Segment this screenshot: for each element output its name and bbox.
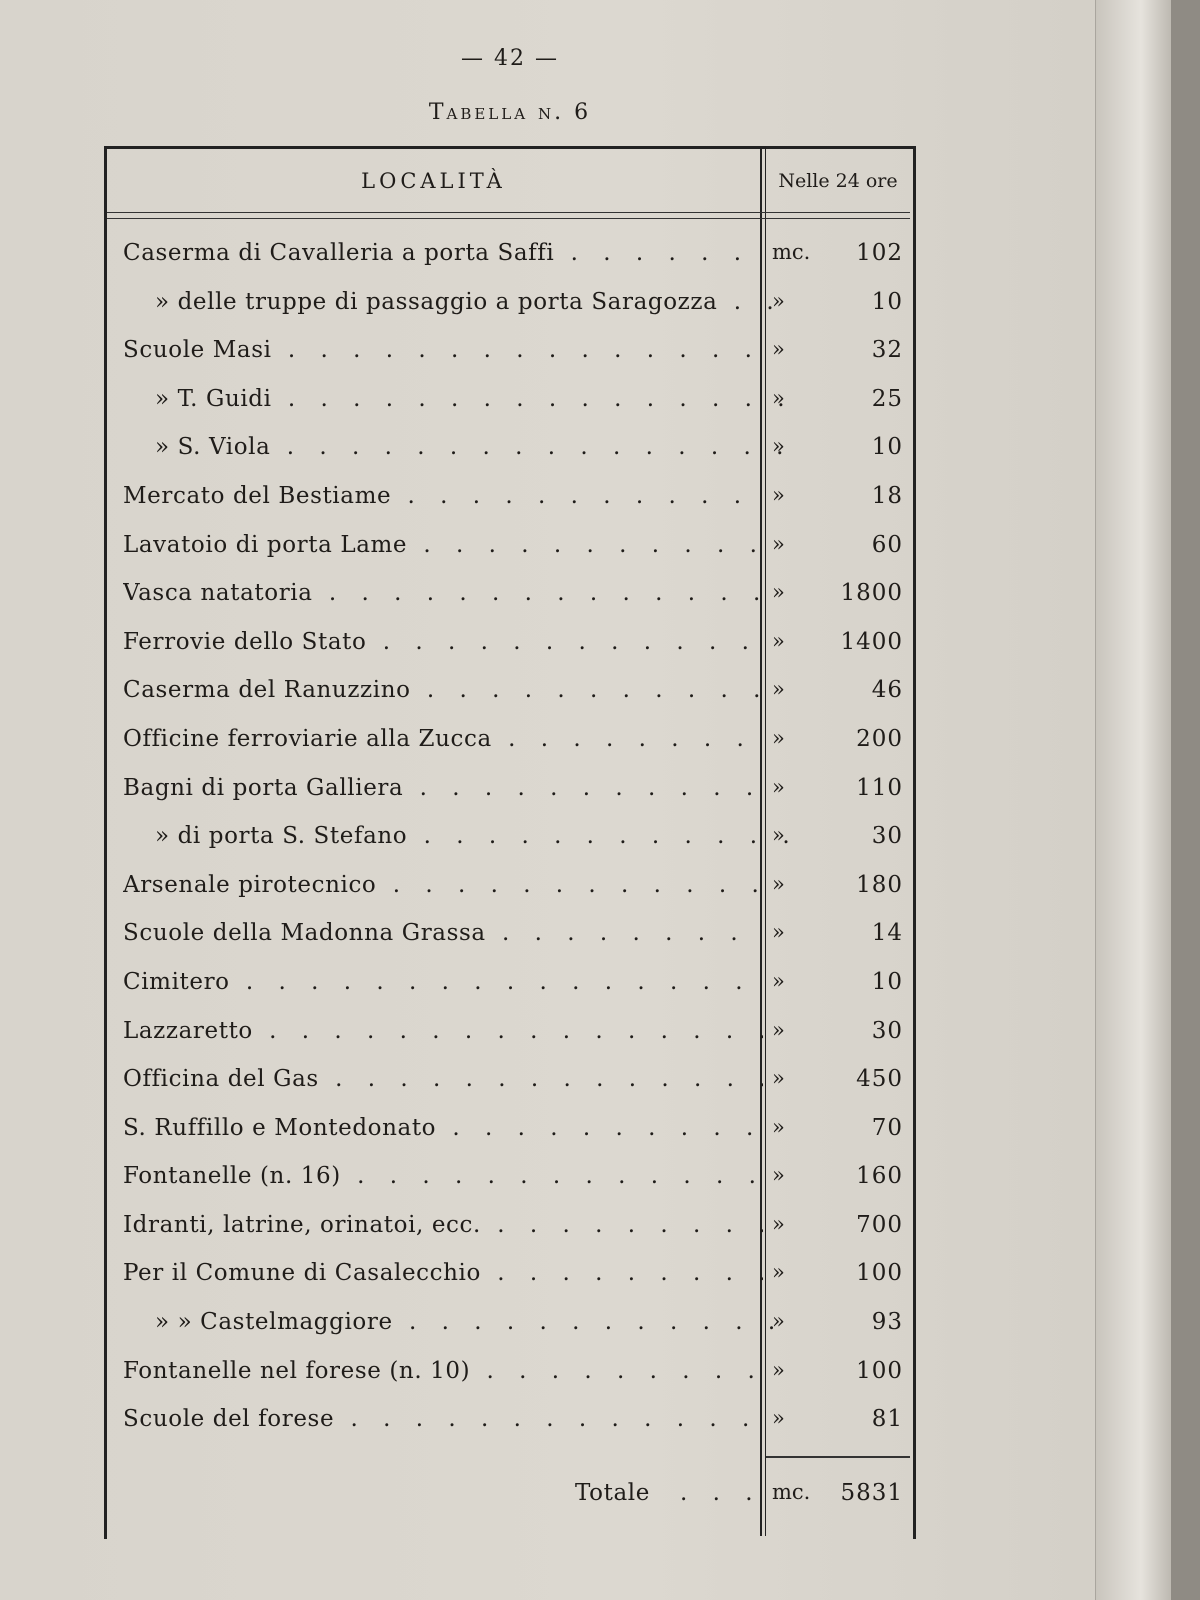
row-unit: »: [772, 1017, 785, 1042]
row-unit: »: [772, 968, 785, 993]
table-row: [107, 967, 910, 1016]
table-row: [107, 432, 910, 481]
row-value: 10: [871, 434, 903, 461]
row-unit: »: [772, 385, 785, 410]
row-unit: »: [772, 1211, 785, 1236]
row-unit: »: [772, 1309, 785, 1334]
row-location: Scuole del forese . . .: [123, 1406, 763, 1432]
table-row: [107, 773, 910, 822]
table-row: [107, 627, 910, 676]
row-location: » S. Viola . . .: [155, 434, 795, 460]
table-row: [107, 481, 910, 530]
table-row: [107, 1404, 910, 1453]
row-value: 180: [856, 871, 903, 898]
row-location: Cimitero . . .: [123, 969, 763, 995]
row-location: Arsenale pirotecnico . . .: [123, 872, 763, 898]
row-value: 1800: [840, 580, 903, 607]
row-unit: »: [772, 823, 785, 848]
table-row: [107, 1016, 910, 1065]
row-location: S. Ruffillo e Montedonato . . .: [123, 1115, 763, 1141]
table-row: [107, 1064, 910, 1113]
row-location: Scuole della Madonna Grassa . . .: [123, 920, 763, 946]
row-location: Bagni di porta Galliera . . .: [123, 775, 763, 801]
row-value: 30: [871, 823, 903, 850]
row-location: Officina del Gas . . .: [123, 1066, 763, 1092]
table-row: [107, 1307, 910, 1356]
row-unit: »: [772, 482, 785, 507]
row-unit: »: [772, 288, 785, 313]
total-rule: [766, 1456, 910, 1458]
row-unit: »: [772, 1406, 785, 1431]
total-dots: . . .: [680, 1480, 762, 1506]
header-location: LOCALITÀ: [361, 169, 506, 193]
row-value: 70: [871, 1114, 903, 1141]
table-row: [107, 675, 910, 724]
row-value: 93: [871, 1309, 903, 1336]
table-row: [107, 578, 910, 627]
row-location: Scuole Masi . . .: [123, 337, 763, 363]
row-location: Per il Comune di Casalecchio . . .: [123, 1260, 763, 1286]
row-unit: »: [772, 337, 785, 362]
row-location: Fontanelle nel forese (n. 10) . . .: [123, 1358, 763, 1384]
row-unit: »: [772, 1114, 785, 1139]
row-location: Caserma del Ranuzzino . . .: [123, 677, 763, 703]
row-location: Lazzaretto . . .: [123, 1018, 763, 1044]
row-unit: »: [772, 1163, 785, 1188]
row-value: 18: [871, 482, 903, 509]
page-number: — 42 —: [461, 46, 559, 71]
row-location: Officine ferroviarie alla Zucca . . .: [123, 726, 763, 752]
row-unit: »: [772, 1260, 785, 1285]
row-unit: »: [772, 434, 785, 459]
row-unit: »: [772, 920, 785, 945]
header-rule: [107, 212, 910, 219]
table-row: [107, 238, 910, 287]
row-unit: »: [772, 1066, 785, 1091]
row-value: 10: [871, 288, 903, 315]
row-unit: »: [772, 871, 785, 896]
row-value: 46: [871, 677, 903, 704]
row-location: Caserma di Cavalleria a porta Saffi . . .: [123, 240, 763, 266]
row-value: 60: [871, 531, 903, 558]
row-value: 32: [871, 337, 903, 364]
table-row: [107, 918, 910, 967]
row-value: 200: [856, 725, 903, 752]
row-location: Idranti, latrine, orinatoi, ecc. . . .: [123, 1212, 763, 1238]
row-location: Ferrovie dello Stato . . .: [123, 629, 763, 655]
row-unit: »: [772, 725, 785, 750]
row-value: 25: [871, 385, 903, 412]
table-row: [107, 1210, 910, 1259]
table-row: [107, 1356, 910, 1405]
row-unit: »: [772, 774, 785, 799]
table-row: [107, 384, 910, 433]
next-page-edge: [1095, 0, 1171, 1600]
table-title: Tabella n. 6: [428, 100, 592, 125]
row-location: Vasca natatoria . . .: [123, 580, 763, 606]
row-location: Fontanelle (n. 16) . . .: [123, 1163, 763, 1189]
row-value: 102: [856, 240, 903, 266]
total-unit: mc.: [772, 1480, 811, 1504]
row-location: » » Castelmaggiore . . .: [155, 1309, 795, 1335]
row-value: 100: [856, 1357, 903, 1384]
total-label: Totale: [575, 1480, 650, 1506]
row-location: » T. Guidi . . .: [155, 386, 795, 412]
table-row: [107, 821, 910, 870]
table-row: [107, 335, 910, 384]
row-value: 100: [856, 1260, 903, 1287]
row-unit: »: [772, 628, 785, 653]
row-value: 160: [856, 1163, 903, 1190]
table-row: [107, 724, 910, 773]
table-row: [107, 870, 910, 919]
row-unit: »: [772, 580, 785, 605]
row-unit: »: [772, 531, 785, 556]
table-row: [107, 1258, 910, 1307]
row-unit: »: [772, 1357, 785, 1382]
table-row: [107, 530, 910, 579]
row-location: Lavatoio di porta Lame . . .: [123, 532, 763, 558]
table-body: [107, 238, 910, 1453]
table-row: [107, 1161, 910, 1210]
table-row: [107, 287, 910, 336]
row-value: 10: [871, 968, 903, 995]
row-value: 14: [871, 920, 903, 947]
row-value: 81: [871, 1406, 903, 1433]
row-location: » di porta S. Stefano . . .: [155, 823, 795, 849]
row-unit: mc.: [772, 240, 811, 264]
row-location: Mercato del Bestiame . . .: [123, 483, 763, 509]
table-row: [107, 1113, 910, 1162]
total-value: 5831: [840, 1480, 903, 1506]
row-unit: »: [772, 677, 785, 702]
row-value: 30: [871, 1017, 903, 1044]
row-location: » delle truppe di passaggio a porta Saragozza . . .: [155, 289, 795, 315]
row-value: 700: [856, 1211, 903, 1238]
row-value: 1400: [840, 628, 903, 655]
header-amount: Nelle 24 ore: [778, 170, 898, 192]
row-value: 110: [856, 774, 903, 801]
row-value: 450: [856, 1066, 903, 1093]
